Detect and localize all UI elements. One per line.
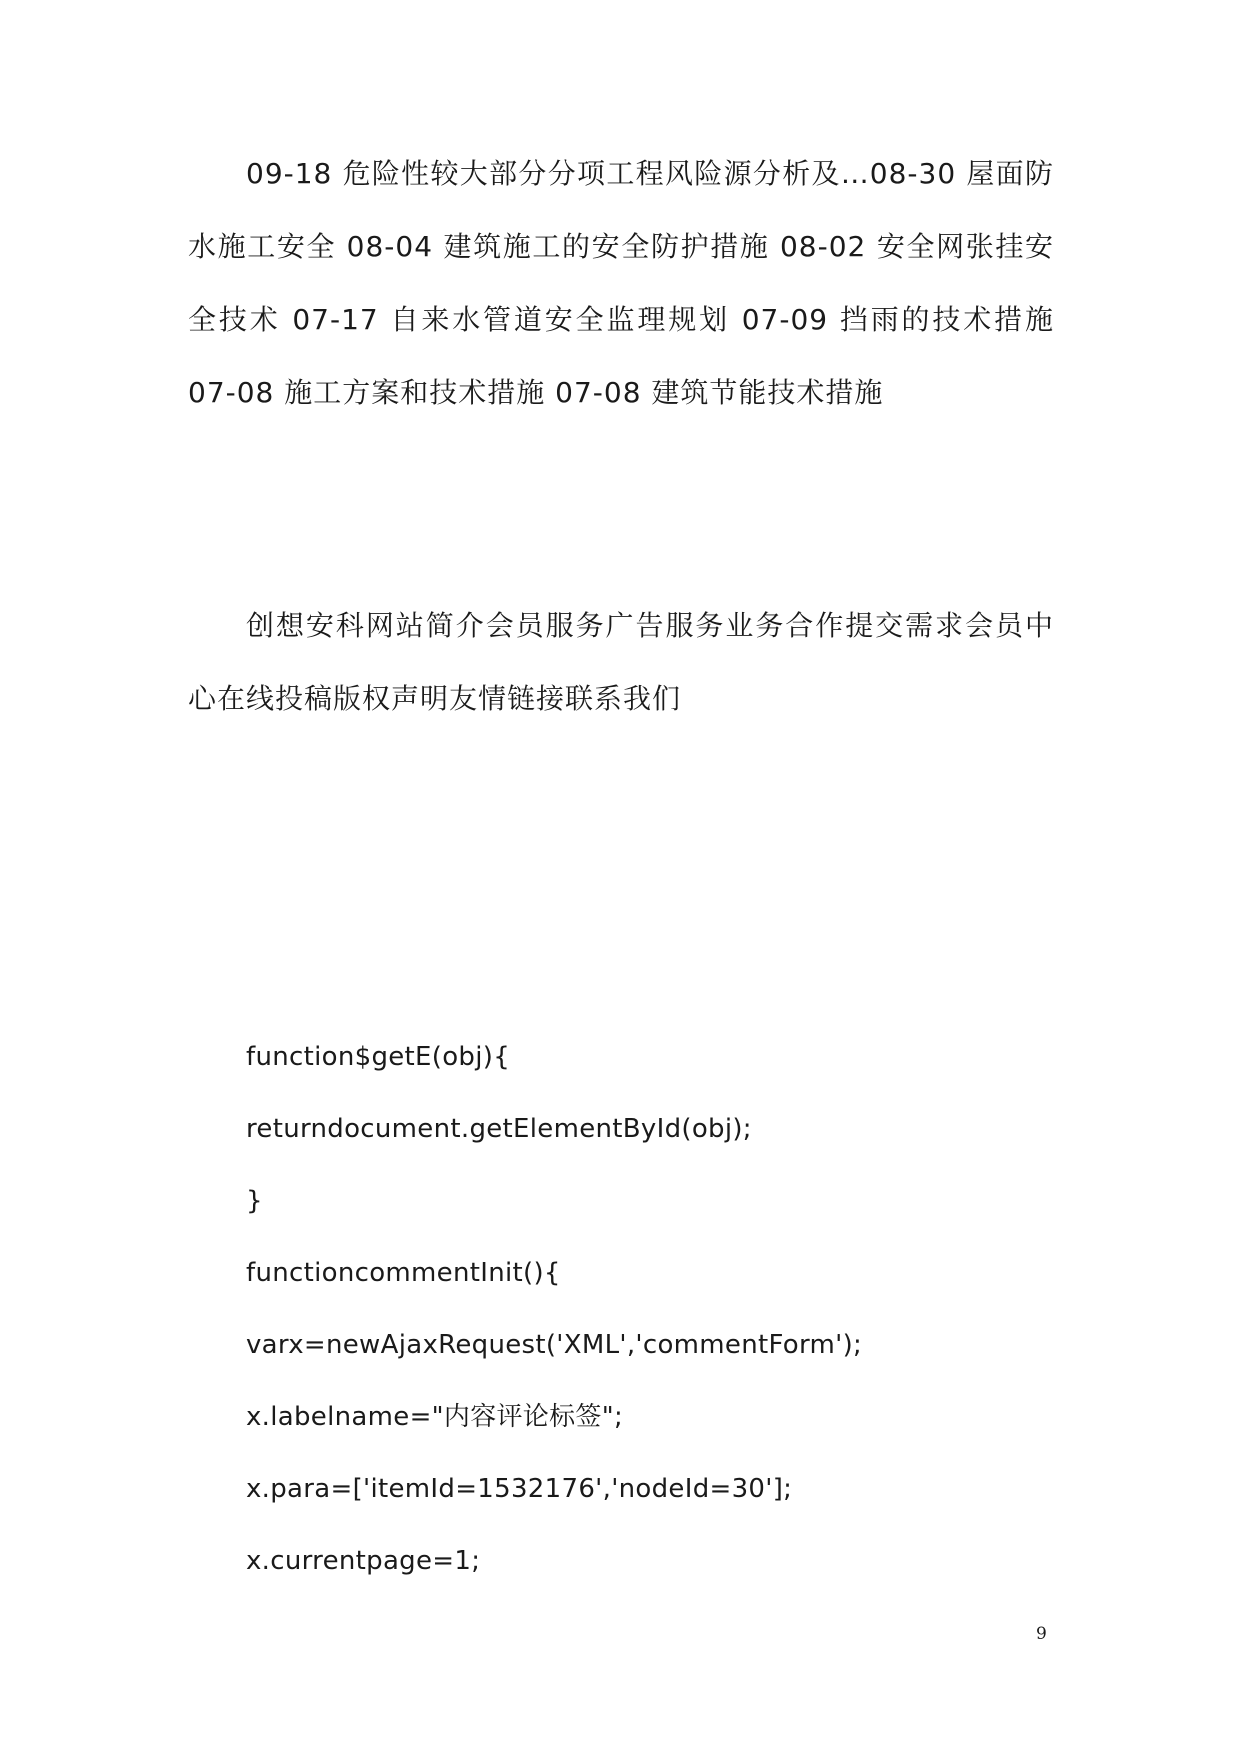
site-footer-links-paragraph: 创想安科网站简介会员服务广告服务业务合作提交需求会员中心在线投稿版权声明友情链接联系我们 <box>188 609 1054 715</box>
code-line: x.labelname="内容评论标签"; <box>246 1402 624 1432</box>
page-number: 9 <box>1036 1624 1047 1644</box>
code-line: } <box>246 1186 263 1216</box>
code-line: x.currentpage=1; <box>246 1546 481 1576</box>
code-line: x.para=['itemId=1532176','nodeId=30']; <box>246 1474 793 1504</box>
code-line: functioncommentInit(){ <box>246 1258 561 1288</box>
code-block <box>246 1021 862 1597</box>
code-line: returndocument.getElementById(obj); <box>246 1114 752 1144</box>
code-line: function$getE(obj){ <box>246 1042 511 1072</box>
code-line: varx=newAjaxRequest('XML','commentForm'); <box>246 1330 863 1360</box>
related-articles-paragraph: 09-18 危险性较大部分分项工程风险源分析及…08-30 屋面防水施工安全 08-04 建筑施工的安全防护措施 08-02 安全网张挂安全技术 07-17 自来水管道安全监理规划 07-09 挡雨的技术措施 07-08 施工方案和技术措施 07-08 建筑节能技术措施 <box>188 157 1054 409</box>
